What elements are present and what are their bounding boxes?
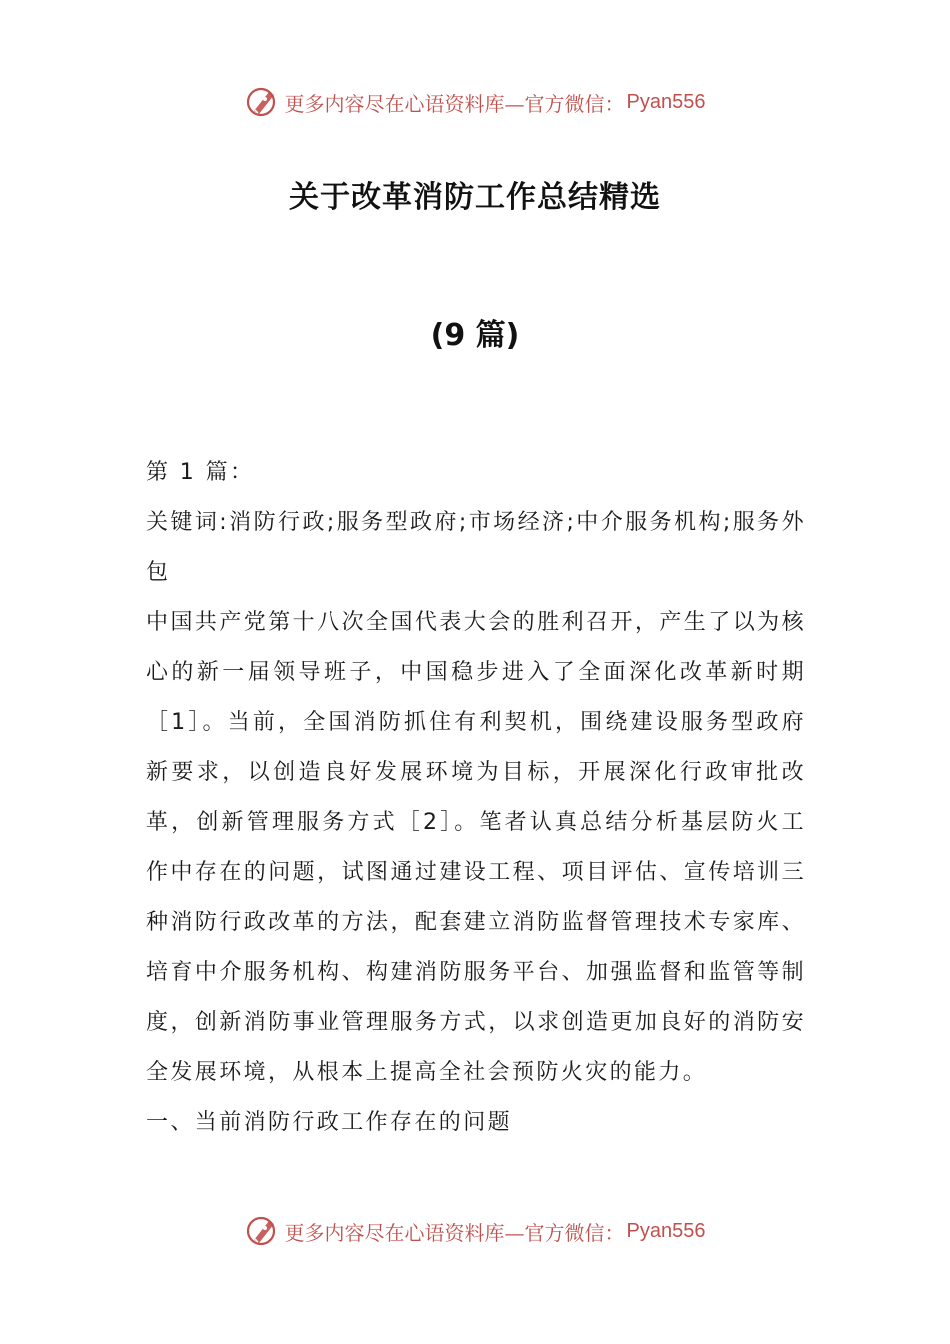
pen-nib-circle-icon bbox=[245, 84, 281, 120]
banner-text: 更多内容尽在心语资料库—官方微信： bbox=[284, 91, 625, 116]
keywords-line: 关键词:消防行政;服务型政府;市场经济;中介服务机构;服务外包 bbox=[146, 510, 806, 585]
banner-wechat-id: Pyan556 bbox=[626, 90, 706, 113]
document-subtitle: (9 篇) bbox=[430, 318, 520, 353]
body-paragraph: 中国共产党第十八次全国代表大会的胜利召开，产生了以为核心的新一届领导班子，中国稳步进入了全面深化改革新时期［1］。当前，全国消防抓住有利契机，围绕建设服务型政府新要求，以创造良好发展环境为目标，开展深化行政审批改革，创新管理服务方式［2］。笔者认真总结分析基层防火工作中存在的问题，试图通过建设工程、项目评估、宣传培训三种消防行政改革的方法，配套建立消防监督管理技术专家库、培育中介服务机构、构建消防服务平台、加强监督和监管等制度，创新消防事业管理服务方式，以求创造更加良好的消防安全发展环境，从根本上提高全社会预防火灾的能力。 bbox=[146, 610, 806, 1085]
document-body bbox=[146, 448, 806, 1148]
banner-text: 更多内容尽在心语资料库—官方微信： bbox=[284, 1220, 625, 1245]
section-heading: 一、当前消防行政工作存在的问题 bbox=[146, 1110, 513, 1135]
document-title: 关于改革消防工作总结精选 bbox=[289, 180, 661, 215]
footer-banner bbox=[0, 1211, 950, 1251]
banner-wechat-id: Pyan556 bbox=[626, 1219, 706, 1242]
header-banner bbox=[0, 82, 950, 122]
section-label: 第 1 篇： bbox=[146, 460, 255, 485]
pen-nib-circle-icon bbox=[245, 1213, 281, 1249]
